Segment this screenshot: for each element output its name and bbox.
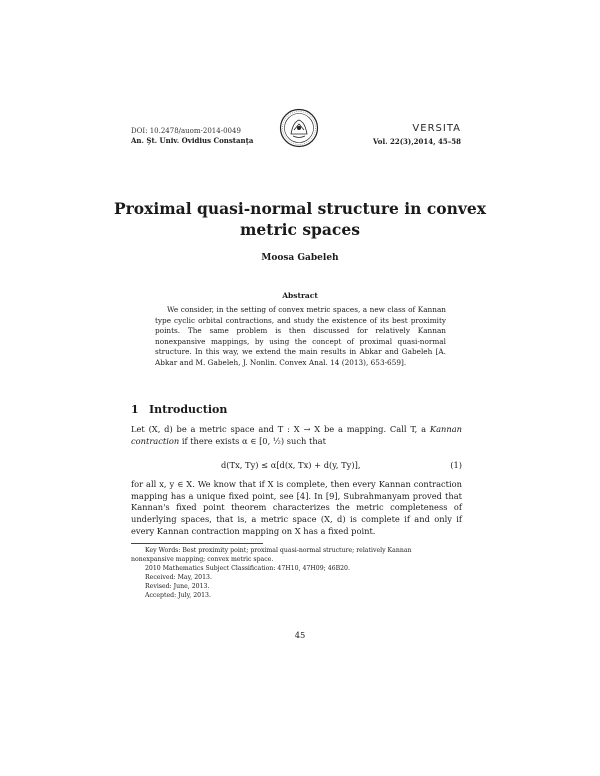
intro-paragraph-2: for all x, y ∈ X. We know that if X is complete, then every Kannan contraction mapping has a unique fixed point, see [4]. In [9], Subrahmanyam proved that Kannan's fixed point theorem characterizes the metric completeness of underlying spaces, that is, a metric space (X, d) is complete if and only if every Kannan contraction mapping on X has a fixed point.: [131, 479, 462, 536]
footnote-revised: Revised: June, 2013.: [145, 583, 210, 590]
footnotes: [131, 546, 462, 600]
header-right: [373, 123, 461, 146]
volume-info: Vol. 22(3),2014, 45–58: [372, 137, 461, 146]
equation-number: (1): [450, 460, 462, 470]
footnote-keywords-b: nonexpansive mapping; convex metric space.: [131, 556, 274, 563]
journal-name: An. Şt. Univ. Ovidius Constanţa: [131, 136, 254, 145]
equation-expression: d(Tx, Ty) ≤ α[d(x, Tx) + d(y, Ty)],: [221, 460, 361, 470]
p1-text-b: if there exists α ∈ [0, ½) such that: [179, 435, 326, 446]
page-number: 45: [294, 630, 306, 640]
header-left: [131, 126, 253, 146]
section-heading: [131, 403, 227, 416]
footnote-rule: [131, 543, 263, 544]
p1-term-kannan: Kannan contraction: [131, 424, 462, 446]
footnote-received: Received: May, 2013.: [145, 574, 212, 581]
footnote-keywords-a: Key Words: Best proximity point; proximal quasi-normal structure; relatively Kannan: [145, 547, 412, 554]
abstract-text: We consider, in the setting of convex metric spaces, a new class of Kannan type cyclic orbital contractions, and study the existence of its best proximity points. The same problem is then discussed for relatively Kannan nonexpansive mappings, by using the concept of proximal quasi-normal structure. In this way, we extend the main results in Abkar and Gabeleh [A. Abkar and M. Gabeleh, J. Nonlin. Convex Anal. 14 (2013), 653-659].: [155, 305, 446, 367]
author-name: Moosa Gabeleh: [261, 253, 339, 263]
intro-paragraph-1: [131, 424, 462, 447]
publisher-logo: VERSITA: [412, 123, 461, 134]
paper-title-line2: metric spaces: [240, 220, 360, 239]
section-number: 1: [131, 403, 139, 416]
p1-text-a: Let (X, d) be a metric space and T : X → X be a mapping. Call T, a: [131, 424, 430, 434]
footnote-msc: 2010 Mathematics Subject Classification: 47H10, 47H09; 46B20.: [145, 565, 350, 572]
paper-title-line1: Proximal quasi-normal structure in convex: [113, 199, 487, 218]
footnote-accepted: Accepted: July, 2013.: [145, 592, 211, 599]
abstract-heading: Abstract: [282, 291, 318, 300]
section-title: Introduction: [149, 403, 228, 416]
paper-title: [100, 198, 500, 240]
university-seal-icon: [279, 108, 319, 148]
doi-text: DOI: 10.2478/auom-2014-0049: [131, 127, 241, 135]
